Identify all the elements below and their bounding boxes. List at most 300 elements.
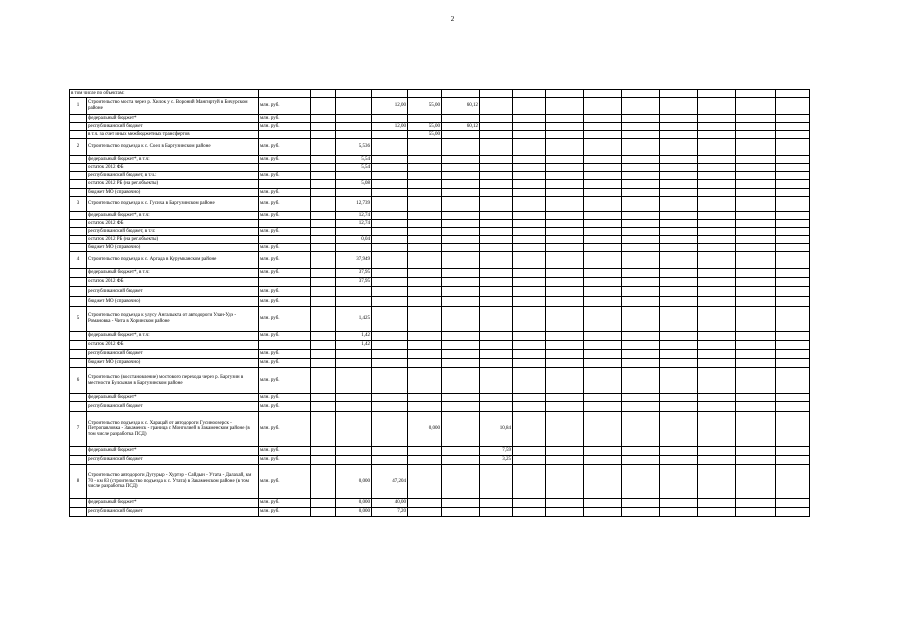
value-cell xyxy=(311,412,336,447)
empty-cell xyxy=(736,297,776,307)
value-cell xyxy=(442,164,480,172)
value-cell xyxy=(480,508,513,517)
empty-cell xyxy=(698,180,736,189)
empty-cell xyxy=(776,212,810,220)
unit-cell: млн. руб. xyxy=(259,189,311,197)
value-cell xyxy=(546,341,584,350)
value-cell xyxy=(372,307,408,332)
value-cell xyxy=(513,115,546,123)
value-cell xyxy=(513,139,546,156)
value-cell xyxy=(442,212,480,220)
value-cell xyxy=(372,164,408,172)
table-row xyxy=(70,236,810,244)
value-cell xyxy=(336,297,372,307)
value-cell xyxy=(311,139,336,156)
value-cell xyxy=(513,131,546,139)
empty-cell xyxy=(776,252,810,269)
object-name: остаток 2012 ФБ xyxy=(87,341,259,350)
object-name: республиканский бюджет xyxy=(87,123,259,131)
value-cell xyxy=(513,368,546,394)
row-number xyxy=(70,508,87,517)
value-cell xyxy=(442,228,480,236)
row-number xyxy=(70,123,87,131)
value-cell xyxy=(372,180,408,189)
value-cell xyxy=(372,341,408,350)
value-cell: 0,000 xyxy=(336,499,372,508)
unit-cell: млн. руб. xyxy=(259,350,311,359)
object-name: бюджет МО (справочно) xyxy=(87,297,259,307)
empty-cell xyxy=(736,172,776,180)
empty-cell xyxy=(736,278,776,287)
empty-cell xyxy=(622,98,660,115)
value-cell xyxy=(408,212,442,220)
value-cell xyxy=(513,212,546,220)
empty-cell xyxy=(776,115,810,123)
value-cell xyxy=(480,332,513,341)
budget-table xyxy=(69,89,810,517)
value-cell xyxy=(408,350,442,359)
unit-cell: млн. руб. xyxy=(259,139,311,156)
value-cell xyxy=(584,332,622,341)
value-cell: 37,95 xyxy=(336,269,372,278)
value-cell xyxy=(336,115,372,123)
value-cell: 5,536 xyxy=(336,139,372,156)
row-number xyxy=(70,350,87,359)
empty-cell xyxy=(776,220,810,228)
table-row xyxy=(70,359,810,368)
object-name: Строительство подъезда к с. Соел в Баргузинском районе xyxy=(87,139,259,156)
empty-cell xyxy=(660,499,698,508)
value-cell xyxy=(546,508,584,517)
value-cell xyxy=(480,180,513,189)
empty-cell xyxy=(776,98,810,115)
value-cell: 12,739 xyxy=(336,197,372,212)
empty-cell xyxy=(622,252,660,269)
table-row xyxy=(70,115,810,123)
unit-cell: млн. руб. xyxy=(259,98,311,115)
object-name: бюджет МО (справочно) xyxy=(87,359,259,368)
value-cell xyxy=(584,123,622,131)
empty-cell xyxy=(660,287,698,297)
value-cell xyxy=(442,172,480,180)
value-cell xyxy=(336,287,372,297)
value-cell xyxy=(442,131,480,139)
table-row xyxy=(70,244,810,252)
value-cell xyxy=(408,164,442,172)
empty-cell xyxy=(660,164,698,172)
object-name: Строительство моста через р. Хилок у с. Вороний Мангиртуй в Бичурском районе xyxy=(87,98,259,115)
value-cell: 40,00 xyxy=(372,499,408,508)
value-cell xyxy=(513,252,546,269)
value-cell xyxy=(513,359,546,368)
value-cell xyxy=(408,236,442,244)
unit-cell: млн. руб. xyxy=(259,123,311,131)
empty-cell xyxy=(736,212,776,220)
value-cell xyxy=(546,164,584,172)
value-cell xyxy=(546,394,584,402)
object-name: федеральный бюджет* xyxy=(87,447,259,456)
value-cell xyxy=(513,307,546,332)
unit-cell: млн. руб. xyxy=(259,368,311,394)
row-number xyxy=(70,499,87,508)
value-cell xyxy=(584,447,622,456)
empty-cell xyxy=(698,244,736,252)
value-cell xyxy=(442,412,480,447)
empty-cell xyxy=(698,236,736,244)
value-cell xyxy=(311,402,336,412)
empty-cell xyxy=(776,465,810,499)
value-cell xyxy=(480,297,513,307)
value-cell xyxy=(513,244,546,252)
value-cell xyxy=(372,287,408,297)
value-cell xyxy=(546,212,584,220)
value-cell xyxy=(311,156,336,164)
object-name: бюджет МО (справочно) xyxy=(87,189,259,197)
value-cell xyxy=(311,465,336,499)
value-cell xyxy=(372,412,408,447)
value-cell xyxy=(311,332,336,341)
object-name: республиканский бюджет xyxy=(87,402,259,412)
empty-cell xyxy=(622,228,660,236)
value-cell xyxy=(408,278,442,287)
empty-cell xyxy=(622,307,660,332)
empty-cell xyxy=(660,508,698,517)
table-row xyxy=(70,269,810,278)
value-cell xyxy=(480,394,513,402)
object-name: республиканский бюджет, в т.ч.: xyxy=(87,172,259,180)
value-cell xyxy=(442,394,480,402)
value-cell xyxy=(311,368,336,394)
value-cell: 1,425 xyxy=(336,307,372,332)
value-cell xyxy=(336,228,372,236)
empty-cell xyxy=(776,402,810,412)
empty-cell xyxy=(622,220,660,228)
value-cell xyxy=(584,98,622,115)
empty-cell xyxy=(736,98,776,115)
empty-cell xyxy=(622,90,660,98)
value-cell xyxy=(408,394,442,402)
object-name: федеральный бюджет* xyxy=(87,499,259,508)
empty-cell xyxy=(660,90,698,98)
object-name: в т.ч. за счет иных межбюджетных трансфертов xyxy=(87,131,259,139)
unit-cell: млн. руб. xyxy=(259,287,311,297)
value-cell xyxy=(546,115,584,123)
empty-cell xyxy=(622,508,660,517)
empty-cell xyxy=(776,287,810,297)
table-row xyxy=(70,139,810,156)
empty-cell xyxy=(698,172,736,180)
empty-cell xyxy=(622,394,660,402)
value-cell: 10,84 xyxy=(480,412,513,447)
table-row xyxy=(70,156,810,164)
value-cell xyxy=(546,180,584,189)
empty-cell xyxy=(776,359,810,368)
empty-cell xyxy=(622,172,660,180)
value-cell xyxy=(442,139,480,156)
value-cell xyxy=(372,332,408,341)
unit-cell: млн. руб. xyxy=(259,115,311,123)
value-cell xyxy=(513,278,546,287)
value-cell xyxy=(442,278,480,287)
value-cell xyxy=(408,189,442,197)
object-name: остаток 2012 РБ (на рег.объекты) xyxy=(87,180,259,189)
value-cell xyxy=(584,456,622,465)
value-cell xyxy=(442,447,480,456)
value-cell xyxy=(408,402,442,412)
empty-cell xyxy=(736,197,776,212)
unit-cell xyxy=(259,220,311,228)
value-cell xyxy=(311,508,336,517)
value-cell xyxy=(584,228,622,236)
unit-cell: млн. руб. xyxy=(259,297,311,307)
empty-cell xyxy=(736,368,776,394)
empty-cell xyxy=(698,332,736,341)
value-cell xyxy=(442,220,480,228)
value-cell xyxy=(311,212,336,220)
value-cell xyxy=(372,197,408,212)
value-cell xyxy=(408,220,442,228)
empty-cell xyxy=(736,156,776,164)
empty-cell xyxy=(660,220,698,228)
object-name: остаток 2012 ФБ xyxy=(87,164,259,172)
empty-cell xyxy=(698,212,736,220)
value-cell: 5,08 xyxy=(336,180,372,189)
table-row xyxy=(70,278,810,287)
value-cell xyxy=(372,212,408,220)
empty-cell xyxy=(622,139,660,156)
table-row xyxy=(70,412,810,447)
unit-cell: млн. руб. xyxy=(259,332,311,341)
empty-cell xyxy=(776,412,810,447)
table-row xyxy=(70,131,810,139)
empty-cell xyxy=(660,359,698,368)
empty-cell xyxy=(736,350,776,359)
object-name: Строительство подъезда к с. Харацай от автодороги Гусиноозерск - Петропавловка - Закаменск - граница с Монголией в Закаменском районе (в том числе разработка ПСД) xyxy=(87,412,259,447)
object-name: Строительство подъезда к с. Гусиха в Баргузинском районе xyxy=(87,197,259,212)
unit-cell: млн. руб. xyxy=(259,252,311,269)
value-cell xyxy=(442,307,480,332)
value-cell: 5,54 xyxy=(336,156,372,164)
empty-cell xyxy=(622,164,660,172)
empty-cell xyxy=(546,90,584,98)
value-cell xyxy=(584,115,622,123)
value-cell xyxy=(584,350,622,359)
value-cell xyxy=(584,394,622,402)
table-row xyxy=(70,220,810,228)
value-cell xyxy=(513,236,546,244)
unit-cell: млн. руб. xyxy=(259,156,311,164)
empty-cell xyxy=(776,90,810,98)
object-name: республиканский бюджет xyxy=(87,287,259,297)
row-number xyxy=(70,220,87,228)
value-cell xyxy=(480,115,513,123)
empty-cell xyxy=(776,508,810,517)
empty-cell xyxy=(698,98,736,115)
value-cell xyxy=(480,156,513,164)
unit-cell: млн. руб. xyxy=(259,465,311,499)
value-cell xyxy=(442,252,480,269)
empty-cell xyxy=(776,197,810,212)
value-cell xyxy=(336,244,372,252)
table-row xyxy=(70,228,810,236)
table-row xyxy=(70,307,810,332)
empty-cell xyxy=(698,278,736,287)
row-number xyxy=(70,269,87,278)
empty-cell xyxy=(698,123,736,131)
table-row xyxy=(70,164,810,172)
value-cell xyxy=(408,269,442,278)
value-cell xyxy=(311,252,336,269)
empty-cell xyxy=(736,236,776,244)
empty-cell xyxy=(776,156,810,164)
value-cell xyxy=(311,447,336,456)
value-cell xyxy=(584,508,622,517)
empty-cell xyxy=(736,332,776,341)
value-cell xyxy=(513,465,546,499)
value-cell xyxy=(513,287,546,297)
empty-cell xyxy=(776,180,810,189)
empty-cell xyxy=(698,131,736,139)
value-cell xyxy=(513,447,546,456)
value-cell xyxy=(442,341,480,350)
value-cell xyxy=(480,228,513,236)
empty-cell xyxy=(736,244,776,252)
row-number xyxy=(70,172,87,180)
empty-cell xyxy=(698,359,736,368)
table-row xyxy=(70,332,810,341)
empty-cell xyxy=(622,412,660,447)
value-cell xyxy=(311,359,336,368)
row-number: 7 xyxy=(70,412,87,447)
value-cell xyxy=(546,98,584,115)
table-row xyxy=(70,447,810,456)
table-row xyxy=(70,212,810,220)
value-cell xyxy=(513,456,546,465)
empty-cell xyxy=(660,139,698,156)
object-name: республиканский бюджет xyxy=(87,508,259,517)
value-cell xyxy=(546,297,584,307)
empty-cell xyxy=(776,350,810,359)
empty-cell xyxy=(622,189,660,197)
empty-cell xyxy=(622,236,660,244)
table-row xyxy=(70,402,810,412)
value-cell xyxy=(513,180,546,189)
empty-cell xyxy=(698,228,736,236)
empty-cell xyxy=(698,297,736,307)
empty-cell xyxy=(736,180,776,189)
empty-cell xyxy=(736,341,776,350)
value-cell xyxy=(311,220,336,228)
unit-cell: млн. руб. xyxy=(259,394,311,402)
value-cell xyxy=(584,269,622,278)
value-cell xyxy=(372,115,408,123)
value-cell xyxy=(408,297,442,307)
value-cell xyxy=(408,456,442,465)
value-cell xyxy=(480,164,513,172)
empty-cell xyxy=(442,90,480,98)
value-cell xyxy=(442,350,480,359)
value-cell xyxy=(442,508,480,517)
unit-cell xyxy=(259,164,311,172)
empty-cell xyxy=(660,212,698,220)
value-cell xyxy=(546,307,584,332)
value-cell xyxy=(513,297,546,307)
value-cell xyxy=(372,456,408,465)
row-number xyxy=(70,236,87,244)
value-cell xyxy=(584,172,622,180)
empty-cell xyxy=(698,90,736,98)
value-cell xyxy=(546,359,584,368)
empty-cell xyxy=(736,412,776,447)
empty-cell xyxy=(622,341,660,350)
unit-cell: млн. руб. xyxy=(259,228,311,236)
unit-cell: млн. руб. xyxy=(259,402,311,412)
empty-cell xyxy=(660,115,698,123)
value-cell xyxy=(480,139,513,156)
value-cell xyxy=(546,197,584,212)
value-cell xyxy=(311,197,336,212)
object-name: Строительство подъезда к с. Аргада в Курумканском районе xyxy=(87,252,259,269)
value-cell xyxy=(442,332,480,341)
value-cell xyxy=(442,499,480,508)
empty-cell xyxy=(736,307,776,332)
value-cell: 55,00 xyxy=(408,123,442,131)
value-cell xyxy=(372,252,408,269)
empty-cell xyxy=(736,189,776,197)
value-cell xyxy=(513,508,546,517)
value-cell xyxy=(584,189,622,197)
object-name: федеральный бюджет*, в т.ч: xyxy=(87,332,259,341)
empty-cell xyxy=(660,456,698,465)
empty-cell xyxy=(660,228,698,236)
value-cell xyxy=(584,465,622,499)
object-name: остаток 2012 ФБ xyxy=(87,220,259,228)
value-cell xyxy=(311,307,336,332)
unit-cell: млн. руб. xyxy=(259,508,311,517)
value-cell xyxy=(442,359,480,368)
empty-cell xyxy=(336,90,372,98)
value-cell xyxy=(336,189,372,197)
empty-cell xyxy=(736,499,776,508)
table-row xyxy=(70,394,810,402)
row-number xyxy=(70,244,87,252)
empty-cell xyxy=(736,287,776,297)
section-header: в том числе по объектам: xyxy=(70,90,259,98)
value-cell xyxy=(372,189,408,197)
value-cell xyxy=(480,368,513,394)
row-number xyxy=(70,131,87,139)
object-name: Строительство (восстановление) мостового перехода через р. Баргузин в местности Булсынан в Баргузинском районе xyxy=(87,368,259,394)
value-cell xyxy=(336,412,372,447)
value-cell xyxy=(513,197,546,212)
value-cell xyxy=(408,156,442,164)
value-cell xyxy=(372,172,408,180)
empty-cell xyxy=(660,412,698,447)
table-row xyxy=(70,297,810,307)
value-cell xyxy=(372,139,408,156)
row-number xyxy=(70,341,87,350)
value-cell xyxy=(584,278,622,287)
value-cell xyxy=(408,244,442,252)
empty-cell xyxy=(660,341,698,350)
row-number: 6 xyxy=(70,368,87,394)
value-cell xyxy=(311,394,336,402)
empty-cell xyxy=(660,278,698,287)
value-cell xyxy=(546,228,584,236)
value-cell: 1,42 xyxy=(336,341,372,350)
empty-cell xyxy=(736,131,776,139)
empty-cell xyxy=(698,269,736,278)
